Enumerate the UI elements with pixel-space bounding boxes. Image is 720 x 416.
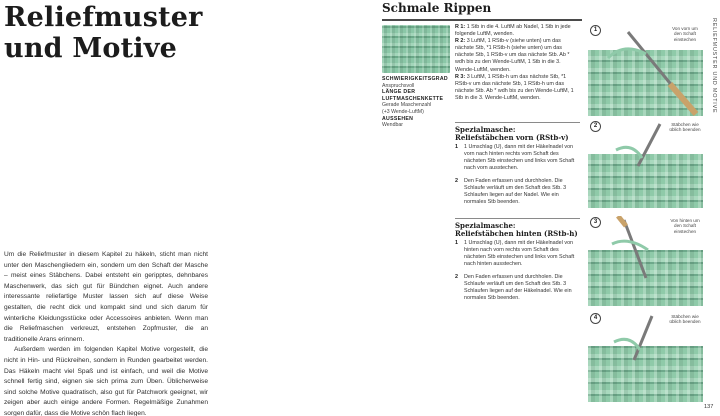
look-label: AUSSEHEN <box>382 115 414 122</box>
special-stitch-2-title <box>455 222 578 239</box>
row-label: R 2: <box>455 38 466 45</box>
step-photo-4 <box>588 312 703 402</box>
special-stitch-1-step-2 <box>455 178 580 206</box>
crochet-hook-icon <box>588 120 703 208</box>
step-number: 1 <box>455 144 458 150</box>
difficulty-value: Anspruchsvoll <box>382 82 415 89</box>
chain-length-value-2: (+3 Wende-LuftM) <box>382 108 424 115</box>
row-label: R 3: <box>455 73 466 80</box>
photo-number-badge: 1 <box>590 25 601 36</box>
special-stitch-1-title-line-1: Spezialmasche: <box>455 125 516 134</box>
difficulty-label: SCHWIERIGKEITSGRAD <box>382 76 448 82</box>
photo-caption: Von vorn um den Schaft einstechen <box>672 26 698 42</box>
step-photo-2 <box>588 120 703 208</box>
row-instruction <box>455 38 580 73</box>
special-stitch-2-title-line-1: Spezialmasche: <box>455 221 516 230</box>
intro-paragraph-2: Außerdem werden im folgenden Kapitel Motive vorgestellt, die nicht in Hin- und Rückreihen, sondern in Runden gearbeitet werden. Das Häkeln macht viel Spaß und ist einfach, und weil die Motive schnell fertig sind, eignen sie sich prima zum Üben. Üblicherweise sind solche Motive quadratisch, also gut für Patchwork geeignet, wir zeigen aber auch einige andere Formen. Regelmäßige Zunahmen sorgen dafür, dass die Motive schön flach liegen. <box>4 346 208 416</box>
row-instruction <box>455 24 580 38</box>
pattern-swatch-photo <box>382 25 450 73</box>
chain-length-label-1: LÄNGE DER <box>382 89 416 96</box>
chapter-title <box>4 2 203 64</box>
row-instruction <box>455 74 580 102</box>
photo-number-badge: 3 <box>590 217 601 228</box>
step-text: 1 Umschlag (U), dann mit der Häkelnadel von hinten nach vorn rechts vom Schaft des nächsten Stb einstechen und links vom Schaft nach hinten ausstechen. <box>464 240 575 268</box>
step-text: Den Faden erfassen und durchholen. Die Schlaufe verläuft um den Schaft des Stb. 3 Schlaufen liegen auf der Nadel. Wie ein normales Stb beenden. <box>464 178 567 206</box>
look-value: Wendbar <box>382 122 403 129</box>
pattern-rows <box>455 24 580 102</box>
pattern-title: Schmale Rippen <box>382 1 492 15</box>
chapter-title-line-1: Reliefmuster <box>4 2 203 33</box>
photo-number-badge: 2 <box>590 121 601 132</box>
chapter-title-line-2: und Motive <box>4 33 178 64</box>
step-number: 2 <box>455 178 458 184</box>
row-text: 3 LuftM, 1 RStb-v (siehe unten) um das nächste Stb, *1 RStb-h (siehe unten) um das nächste Stb, 1 RStb-v um das nächste Stb. Ab * wdh bis zu den Wende-LuftM, 1 Stb in die 3. Wende-LuftM, wenden. <box>455 38 570 73</box>
step-number: 2 <box>455 274 458 280</box>
photo-caption: Stäbchen wie üblich beenden <box>669 122 701 133</box>
title-rule <box>382 19 582 21</box>
step-text: Den Faden erfassen und durchholen. Die Schlaufe verläuft um den Schaft des Stb. 3 Schlaufen liegen auf der Häkelnadel. Wie ein normales Stb beenden. <box>464 274 572 302</box>
pattern-meta <box>382 76 452 129</box>
row-text: 3 LuftM, 1 RStb-h um das nächste Stb, *1 RStb-v um das nächste Stb, 1 RStb-h um das nächste Stb. Ab * wdh bis zu den Wende-LuftM, 1 Stb in die 3. Wende-LuftM, wenden. <box>455 73 574 101</box>
special-stitch-2-step-1 <box>455 240 580 268</box>
special-stitch-2-title-line-2: Reliefstäbchen hinten (RStb-h) <box>455 229 578 239</box>
photo-caption: Von hinten um den Schaft einstechen <box>670 218 700 234</box>
special-stitch-1-step-1 <box>455 144 580 172</box>
special-stitch-1-title-line-2: Reliefstäbchen vorn (RStb-v) <box>455 133 569 143</box>
row-text: 1 Stb in die 4. LuftM ab Nadel, 1 Stb in jede folgende LuftM, wenden. <box>455 24 571 38</box>
page-number: 137 <box>704 404 714 410</box>
chain-length-label-2: LUFTMASCHENKETTE <box>382 95 444 102</box>
chain-length-value-1: Gerade Maschenzahl <box>382 102 432 109</box>
divider-rule <box>455 122 580 123</box>
chapter-intro <box>4 250 208 416</box>
chapter-running-head: RELIEFMUSTER UND MOTIVE <box>711 18 717 114</box>
photo-number-badge: 4 <box>590 313 601 324</box>
step-text: 1 Umschlag (U), dann mit der Häkelnadel von vorn nach hinten rechts vom Schaft des nächsten Stb einstechen und links vom Schaft nach vorn ausstechen. <box>464 144 575 172</box>
divider-rule <box>455 218 580 219</box>
step-number: 1 <box>455 240 458 246</box>
step-photo-1 <box>588 24 703 116</box>
crochet-hook-icon <box>588 312 703 402</box>
photo-caption: Stäbchen wie üblich beenden <box>669 314 701 325</box>
row-label: R 1: <box>455 24 466 30</box>
special-stitch-1-title <box>455 126 569 143</box>
step-photo-3 <box>588 216 703 306</box>
intro-paragraph-1: Um die Reliefmuster in diesem Kapitel zu häkeln, sticht man nicht unter den Maschengliedern ein, sondern um den Schaft der Masche – meist eines Stäbchens. Dabei entsteht ein geripptes, dehnbares Maschenwerk, das sich gut für Bündchen eignet. Auch andere interessante reliefartige Muster lassen sich auf diese Weise gestalten, die recht dick und kompakt sind und sich darum für winterliche Kleidungsstücke oder Accessoires anbieten. Wenn man die Reliefmaschen verkreuzt, entstehen Zopfmuster, die an traditionelle Arans erinnern. <box>4 251 208 343</box>
special-stitch-2-step-2 <box>455 274 580 302</box>
